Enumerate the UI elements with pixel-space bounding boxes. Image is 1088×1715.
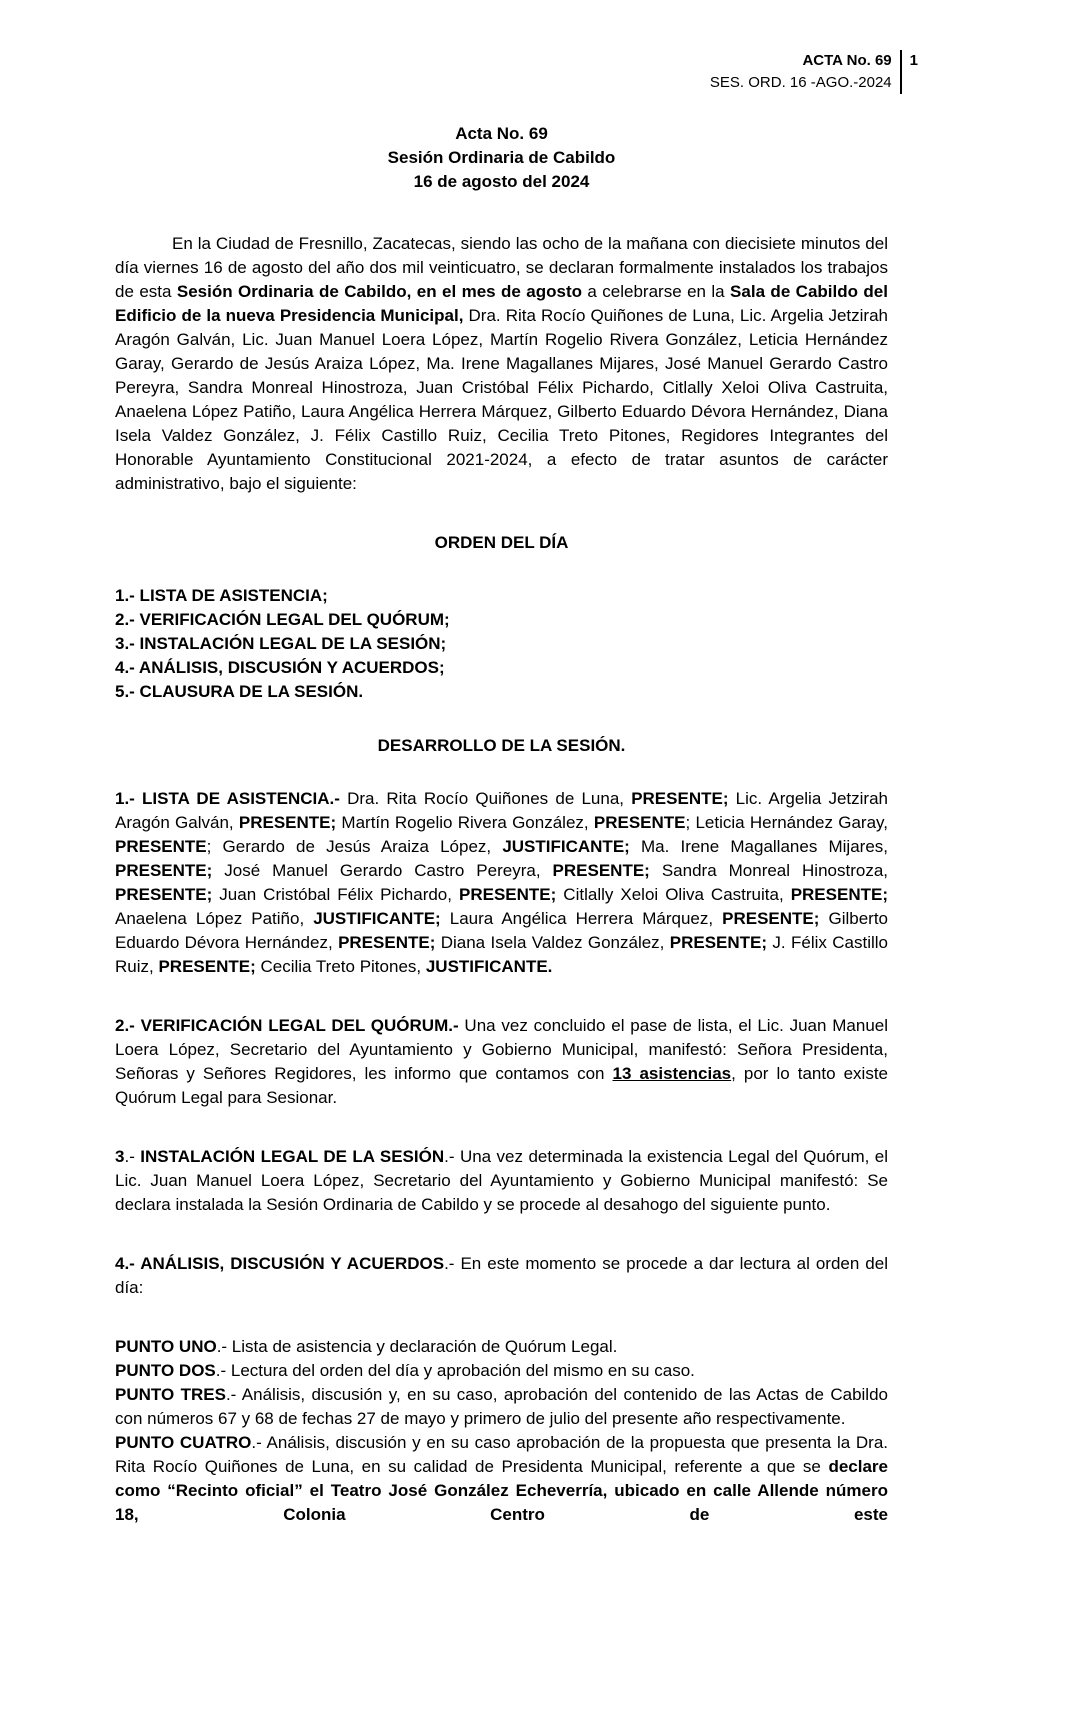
document-body [115, 232, 888, 1527]
text-run: PRESENTE; [552, 861, 650, 880]
order-list-item: 2.- VERIFICACIÓN LEGAL DEL QUÓRUM; [115, 610, 450, 629]
punto-1-lista-de-asistencia [115, 787, 888, 979]
text-run: PUNTO CUATRO [115, 1433, 252, 1452]
text-run: Martín Rogelio Rivera González, [336, 813, 594, 832]
text-run: Sandra Monreal Hinostroza, [649, 861, 889, 880]
text-run: PRESENTE; [238, 813, 337, 832]
text-run: PRESENTE; [338, 933, 436, 952]
punto-2-verificacion-quorum [115, 1014, 888, 1110]
text-run: JUSTIFICANTE; [502, 837, 630, 856]
page-header [115, 50, 918, 94]
text-run: 13 asistencias [612, 1064, 732, 1083]
text-run: 2.- VERIFICACIÓN LEGAL DEL QUÓRUM.- [115, 1016, 465, 1035]
punto-tres [115, 1383, 888, 1431]
text-run: .- Análisis, discusión y, en su caso, aprobación del contenido de las Actas de Cabildo con números 67 y 68 de fechas 27 de mayo y primero de julio del presente año respectivamente. [115, 1385, 888, 1428]
text-run: ; Gerardo de Jesús Araiza López, [206, 837, 503, 856]
text-run: PUNTO TRES [115, 1385, 226, 1404]
text-run: PUNTO UNO [115, 1337, 217, 1356]
opening-paragraph [115, 232, 888, 496]
text-run: J. Félix Castillo Ruiz, [115, 933, 889, 976]
text-run: Sesión Ordinaria de Cabildo, en el mes de agosto [176, 282, 582, 301]
text-run: PRESENTE [593, 813, 686, 832]
punto-dos [115, 1359, 888, 1383]
text-run: Cecilia Treto Pitones, [255, 957, 426, 976]
text-run: PRESENTE; [790, 885, 888, 904]
text-run: PRESENTE [115, 837, 207, 856]
text-run: 3 [115, 1147, 125, 1166]
text-run: Ma. Irene Magallanes Mijares, [629, 837, 888, 856]
text-run: INSTALACIÓN LEGAL DE LA SESIÓN [140, 1147, 445, 1166]
text-run: PRESENTE; [459, 885, 557, 904]
text-run: Sala de Cabildo del Edificio de la nueva Presidencia Municipal, [115, 282, 888, 325]
text-run: PRESENTE; [158, 957, 256, 976]
punto-4-analisis-discusion [115, 1252, 888, 1300]
order-list-item: 1.- LISTA DE ASISTENCIA; [115, 586, 328, 605]
order-list-item: 3.- INSTALACIÓN LEGAL DE LA SESIÓN; [115, 634, 447, 653]
text-run: Citlally Xeloi Oliva Castruita, [556, 885, 791, 904]
header-acta-number: ACTA No. 69 [802, 52, 892, 69]
desarrollo-heading: DESARROLLO DE LA SESIÓN. [377, 736, 626, 755]
title-acta-number: Acta No. 69 [455, 124, 548, 143]
title-session-date: 16 de agosto del 2024 [413, 172, 590, 191]
text-run: Laura Angélica Herrera Márquez, [440, 909, 723, 928]
order-list-item: 5.- CLAUSURA DE LA SESIÓN. [115, 682, 364, 701]
punto-uno [115, 1335, 888, 1359]
header-session-info: SES. ORD. 16 -AGO.-2024 [709, 74, 892, 91]
text-run: En la Ciudad de Fresnillo, Zacatecas, siendo las ocho de la mañana con diecisiete minutos del día viernes 16 de agosto del año dos mil veinticuatro, se declaran formalmente instalados los trabajos de esta [115, 234, 888, 301]
text-run: PRESENTE; [722, 909, 820, 928]
orden-del-dia-list [115, 584, 888, 704]
title-session-type: Sesión Ordinaria de Cabildo [387, 148, 616, 167]
text-run: PUNTO DOS [115, 1361, 216, 1380]
text-run: a celebrarse en la [582, 282, 731, 301]
text-run: declare como “Recinto oficial” el Teatro José González Echeverría, ubicado en calle Allende número 18, Colonia Centro de este [115, 1457, 888, 1524]
text-run: Anaelena López Patiño, [115, 909, 314, 928]
header-page-number: 1 [909, 52, 918, 69]
text-run: Juan Cristóbal Félix Pichardo, [212, 885, 459, 904]
text-run: .- [124, 1147, 141, 1166]
text-run: ; Leticia Hernández Garay, [685, 813, 888, 832]
text-run: Diana Isela Valdez González, [435, 933, 670, 952]
document-title-block [115, 122, 888, 194]
text-run: JUSTIFICANTE; [313, 909, 441, 928]
text-run: Lic. Argelia Jetzirah Aragón Galván, [115, 789, 888, 832]
order-list-item: 4.- ANÁLISIS, DISCUSIÓN Y ACUERDOS; [115, 658, 445, 677]
text-run: , por lo tanto existe Quórum Legal para Sesionar. [115, 1064, 889, 1107]
text-run: PRESENTE; [631, 789, 729, 808]
punto-cuatro [115, 1431, 888, 1527]
text-run: 1.- LISTA DE ASISTENCIA.- [115, 789, 348, 808]
punto-3-instalacion-legal [115, 1145, 888, 1217]
text-run: PRESENTE; [115, 861, 213, 880]
text-run: Dra. Rita Rocío Quiñones de Luna, [347, 789, 632, 808]
text-run: Gilberto Eduardo Dévora Hernández, [115, 909, 888, 952]
text-run: .- Una vez determinada la existencia Legal del Quórum, el Lic. Juan Manuel Loera López, Secretario del Ayuntamiento y Gobierno Municipal manifestó: Se declara instalada la Sesión Ordinaria de Cabildo y se procede al desahogo del siguiente punto. [115, 1147, 889, 1214]
text-run: José Manuel Gerardo Castro Pereyra, [212, 861, 553, 880]
text-run: .- Lectura del orden del día y aprobación del mismo en su caso. [215, 1361, 695, 1380]
text-run: Dra. Rita Rocío Quiñones de Luna, Lic. Argelia Jetzirah Aragón Galván, Lic. Juan Manuel Loera López, Martín Rogelio Rivera González, Leticia Hernández Garay, Gerardo de Jesús Araiza López, Ma. Irene Magallanes Mijares, José Manuel Gerardo Castro Pereyra, Sandra Monreal Hinostroza, Juan Cristóbal Félix Pichardo, Citlally Xeloi Oliva Castruita, Anaelena López Patiño, Laura Angélica Herrera Márquez, Gilberto Eduardo Dévora Hernández, Diana Isela Valdez González, J. Félix Castillo Ruiz, Cecilia Treto Pitones, Regidores Integrantes del Honorable Ayuntamiento Constitucional 2021-2024, a efecto de tratar asuntos de carácter administrativo, bajo el siguiente: [115, 306, 889, 493]
header-text-column [710, 50, 892, 94]
text-run: .- En este momento se procede a dar lectura al orden del día: [115, 1254, 888, 1297]
text-run: Una vez concluido el pase de lista, el Lic. Juan Manuel Loera López, Secretario del Ayuntamiento y Gobierno Municipal, manifestó: Señora Presidenta, Señoras y Señores Regidores, les informo que contamos con [115, 1016, 889, 1083]
text-run: PRESENTE; [115, 885, 213, 904]
text-run: 4.- ANÁLISIS, DISCUSIÓN Y ACUERDOS [115, 1254, 445, 1273]
text-run: JUSTIFICANTE. [425, 957, 553, 976]
text-run: .- Análisis, discusión y en su caso aprobación de la propuesta que presenta la Dra. Rita Rocío Quiñones de Luna, en su calidad de Presidenta Municipal, referente a que se [115, 1433, 889, 1476]
text-run: .- Lista de asistencia y declaración de Quórum Legal. [216, 1337, 618, 1356]
orden-del-dia-heading: ORDEN DEL DÍA [434, 533, 569, 552]
text-run: PRESENTE; [669, 933, 768, 952]
